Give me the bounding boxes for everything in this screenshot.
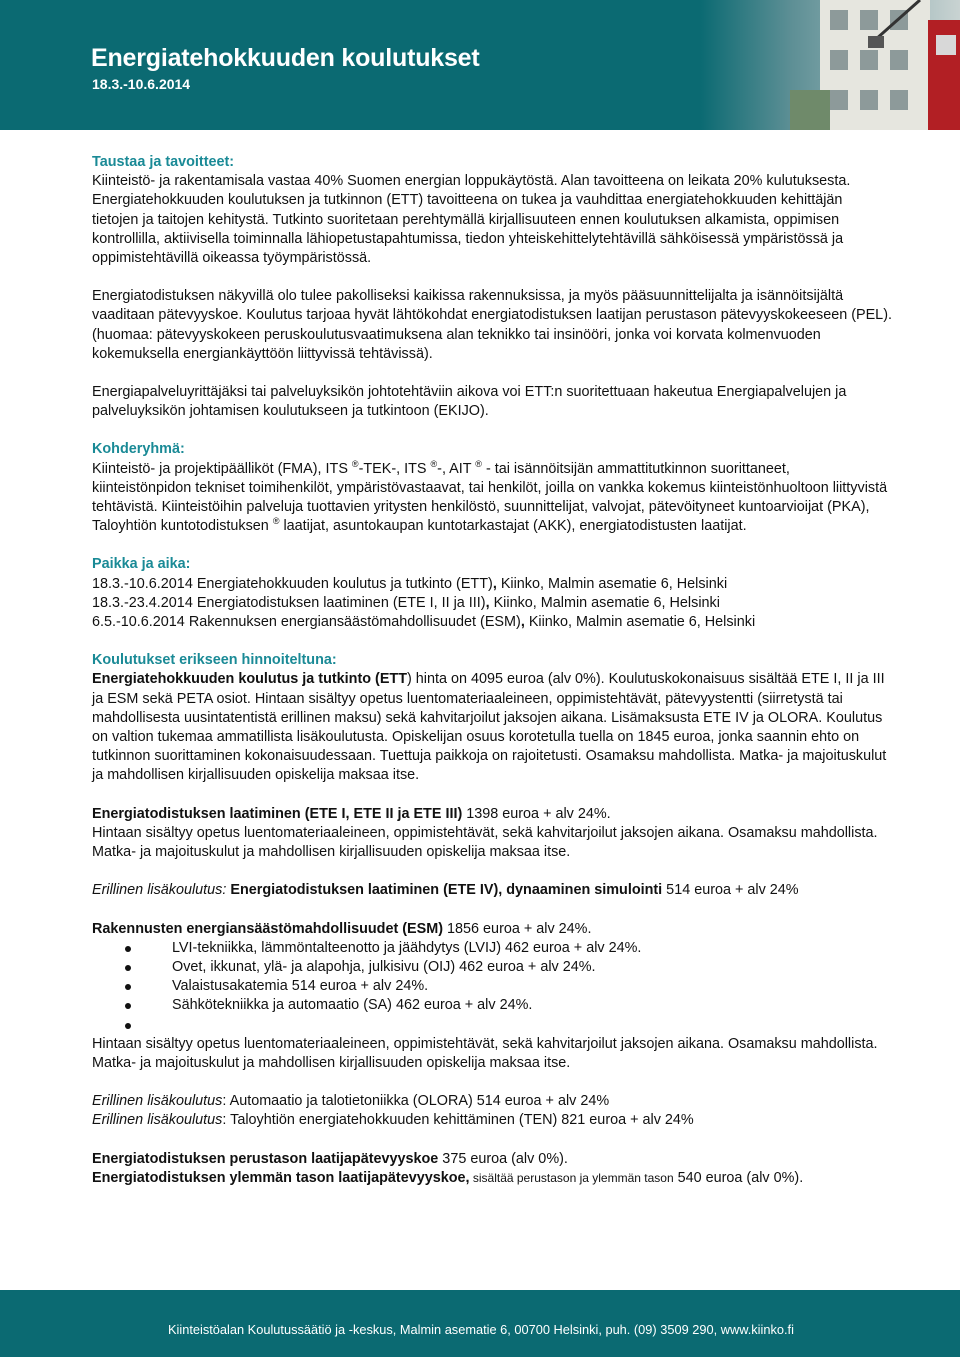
section-heading-paikka: Paikka ja aika:	[92, 556, 191, 573]
footer-contact: Kiinteistöalan Koulutussäätiö ja -keskus, Malmin asematie 6, 00700 Helsinki, puh. (09) 3509 290, www.kiinko.fi	[168, 1322, 794, 1337]
section-heading-taustaa: Taustaa ja tavoitteet:	[92, 154, 235, 170]
paragraph-ete4-price: Erillinen lisäkoulutus: Energiatodistuksen laatiminen (ETE IV), dynaaminen simulointi 514 euroa + alv 24%	[92, 882, 799, 899]
paragraph-background: Kiinteistö- ja rakentamisala vastaa 40% Suomen energian loppukäytöstä. Alan tavoitteena on leikata 20% kulutuksesta.	[92, 173, 851, 190]
schedule-row: 6.5.-10.6.2014 Rakennuksen energiansäästömahdollisuudet (ESM), Kiinko, Malmin asematie 6, Helsinki	[92, 614, 756, 631]
bullet-icon	[125, 1023, 131, 1029]
bullet-icon	[125, 1003, 131, 1009]
paragraph-esm-price: Rakennusten energiansäästömahdollisuudet (ESM) 1856 euroa + alv 24%.	[92, 920, 592, 937]
bullet-icon	[125, 965, 131, 971]
page-title: Energiatehokkuuden koulutukset	[91, 44, 480, 72]
bullet-icon	[125, 946, 131, 952]
page-dates: 18.3.-10.6.2014	[92, 76, 191, 92]
paragraph-ett-price: Energiatehokkuuden koulutus ja tutkinto (ETT) hinta on 4095 euroa (alv 0%). Koulutuskokonaisuus sisältää ETE I, II ja III ja ESM sekä PETA osiot. Hintaan sisältyy opetus luentomateriaaleineen, oppimistehtävät, pätevyystentti (siirretystä tai mahdollisesta uusintatentistä erillinen maksu) sekä kahvitarjoilut jaksojen aikana. Lisämaksusta ETE IV ja OLORA. Koulutus on valtion tukemaa ammatillista lisäkoulutusta. Opiskelijan osuus korotetulla tuella on 1845 euroa, jonka saannin ehto on tutkinnon suorittaminen kokonaisuudessaan. Tuettuja paikkoja on rajoitetusti. Osamaksu mahdollista. Matka- ja majoituskulut ja mahdollisen kirjallisuuden opiskelija maksaa itse.	[92, 671, 887, 784]
paragraph-ete-price: Energiatodistuksen laatiminen (ETE I, ETE II ja ETE III) 1398 euroa + alv 24%.	[92, 805, 611, 822]
section-heading-kohderyhma: Kohderyhmä:	[92, 441, 185, 458]
schedule-row: 18.3.-10.6.2014 Energiatehokkuuden koulutus ja tutkinto (ETT), Kiinko, Malmin asematie 6, Helsinki	[92, 575, 728, 592]
list-item	[92, 1016, 892, 1035]
paragraph-ett-goal: Energiatehokkuuden koulutuksen ja tutkinnon (ETT) tavoitteena on tukea ja vauhdittaa energiatehokkuuden kehittäjän tietojen ja taitojen kehitystä. Tutkinto suoritetaan perehtymällä kirjallisuuteen ennen koulutuksen alkamista, oppimisen kontrollilla, aktiivisella toiminnalla lähiopetustapahtumissa, tiedon yhteiskehittelytehtävillä sähköisessä ympäristössä ja oppimistehtävillä oikeassa työympäristössä.	[92, 192, 844, 267]
footer-bar	[0, 1290, 960, 1357]
paragraph-upper-exam: Energiatodistuksen ylemmän tason laatijapätevyyskoe, sisältää perustason ja ylemmän tason 540 euroa (alv 0%).	[92, 1169, 804, 1186]
header-banner	[0, 0, 960, 130]
list-item: Sähkötekniikka ja automaatio (SA) 462 euroa + alv 24%.	[92, 996, 892, 1015]
paragraph-esm-includes: Hintaan sisältyy opetus luentomateriaaleineen, oppimistehtävät, sekä kahvitarjoilut jaksojen aikana. Osamaksu mahdollista. Matka- ja majoituskulut ja mahdollisen kirjallisuuden opiskelija maksaa itse.	[92, 1035, 878, 1071]
bullet-icon	[125, 984, 131, 990]
esm-module-list	[92, 939, 892, 1035]
schedule-row: 18.3.-23.4.2014 Energiatodistuksen laatiminen (ETE I, II ja III), Kiinko, Malmin asematie 6, Helsinki	[92, 594, 720, 611]
paragraph-ete-includes: Hintaan sisältyy opetus luentomateriaaleineen, oppimistehtävät, sekä kahvitarjoilut jaksojen aikana. Osamaksu mahdollista. Matka- ja majoituskulut ja mahdollisen kirjallisuuden opiskelija maksaa itse.	[92, 824, 878, 861]
header-photo	[700, 0, 960, 130]
list-item: LVI-tekniikka, lämmöntalteenotto ja jäähdytys (LVIJ) 462 euroa + alv 24%.	[92, 939, 892, 958]
paragraph-target-group: Kiinteistö- ja projektipäälliköt (FMA), ITS ®-TEK-, ITS ®-, AIT ® - tai isännöitsijän ammattitutkinnon suorittaneet, kiinteistönpidon tekniset toimihenkilöt, ympäristövastaavat, tai henkilöt, joilla on vankka kokemus kiinteistönhuoltoon liittyvistä tehtävistä. Kiinteistöihin palveluja tuottavien yritysten henkilöstö, suunnittelijat, valvojat, pätevöityneet kuntoarvioijat (PKA), Taloyhtiön kuntotodistuksen ® laatijat, asuntokaupan kuntotarkastajat (AKK), energiatodistusten laatijat.	[92, 458, 888, 535]
paragraph-ten: Erillinen lisäkoulutus: Taloyhtiön energiatehokkuuden kehittäminen (TEN) 821 euroa + alv 24%	[92, 1112, 694, 1129]
paragraph-ekijo: Energiapalveluyrittäjäksi tai palveluyksikön johtotehtäviin aikova voi ETT:n suoritettuaan hakeutua Energiapalvelujen ja palveluyksikön johtamisen koulutukseen ja tutkintoon (EKIJO).	[92, 384, 847, 420]
document-body	[92, 153, 892, 1188]
paragraph-pel-exam: Energiatodistuksen perustason laatijapätevyyskoe 375 euroa (alv 0%).	[92, 1150, 568, 1167]
paragraph-energy-certificate: Energiatodistuksen näkyvillä olo tulee pakolliseksi kaikissa rakennuksissa, ja myös pääsuunnittelijalta ja isännöitsijältä vaaditaan pätevyyskoe. Koulutus tarjoaa hyvät lähtökohdat energiatodistuksen laatijan perustason pätevyyskokeeseen (PEL).(huomaa: pätevyyskokeen peruskoulutusvaatimuksena alan teknikko tai insinööri, jonka voi korvata kolmenvuoden kokemuksella energiankäyttöön liittyvissä tehtävissä).	[92, 288, 892, 362]
paragraph-olora: Erillinen lisäkoulutus: Automaatio ja talotietoniikka (OLORA) 514 euroa + alv 24%	[92, 1093, 610, 1110]
section-heading-hinnat: Koulutukset erikseen hinnoiteltuna:	[92, 652, 337, 669]
building-photo-image	[700, 0, 960, 130]
list-item: Ovet, ikkunat, ylä- ja alapohja, julkisivu (OIJ) 462 euroa + alv 24%.	[92, 958, 892, 977]
list-item: Valaistusakatemia 514 euroa + alv 24%.	[92, 977, 892, 996]
